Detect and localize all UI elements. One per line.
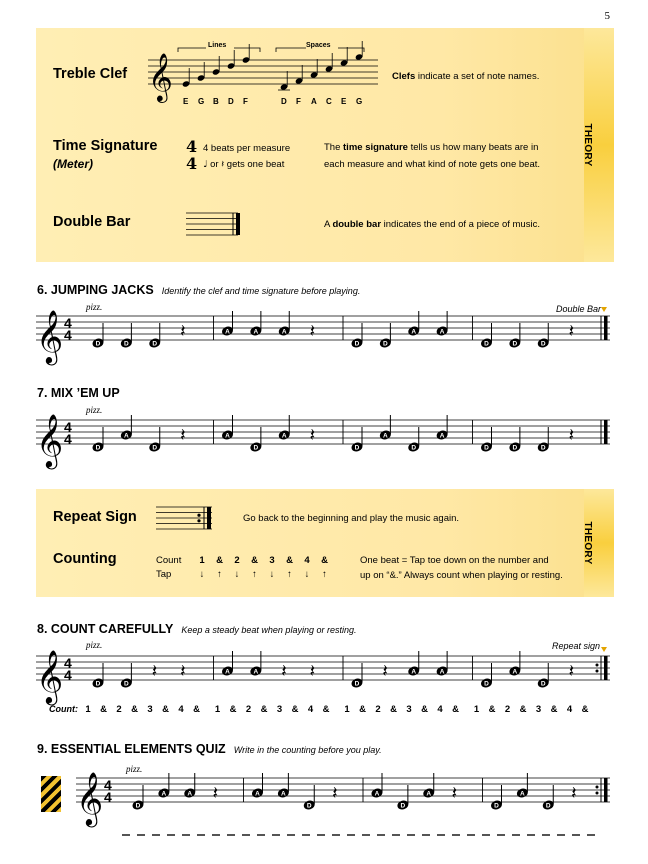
note-d: [480, 663, 493, 689]
count-syllable: 4: [304, 555, 310, 566]
count-syllable: 1: [473, 704, 480, 715]
tap-down-arrow-icon: ↓: [234, 569, 240, 580]
count-syllable: &: [581, 704, 589, 715]
note-d: [148, 323, 161, 349]
note-d: [91, 663, 104, 689]
svg-text:D: D: [135, 802, 141, 810]
quarter-rest: 𝄽: [180, 321, 186, 341]
clef-note-name: B: [213, 97, 219, 106]
theory-tab: [581, 489, 614, 597]
svg-text:D: D: [400, 802, 406, 810]
svg-text:A: A: [281, 790, 286, 798]
quarter-rest: 𝄽: [309, 661, 316, 681]
count-syllable: 1: [344, 704, 350, 715]
spaces-label: Spaces: [306, 42, 331, 49]
svg-text:D: D: [540, 680, 546, 688]
clef-note: [325, 53, 333, 73]
time-signature-top: 4: [64, 315, 72, 331]
quarter-rest: 𝄽: [309, 425, 316, 445]
note-a: [157, 773, 170, 799]
count-syllable: 1: [85, 704, 91, 715]
note-d: [490, 785, 503, 811]
exercise-8-heading: 8. COUNT CAREFULLY Keep a steady beat when playing or resting.: [37, 622, 357, 636]
svg-text:A: A: [520, 790, 525, 798]
clef-note-name: E: [341, 97, 347, 106]
note-a: [251, 773, 264, 799]
count-syllable: &: [162, 704, 169, 715]
note-d: [537, 663, 550, 689]
theory-box-repeat-counting: [36, 489, 614, 597]
exercise-9-heading: 9. ESSENTIAL ELEMENTS QUIZ Write in the counting before you play.: [37, 742, 382, 756]
clef-note-name: A: [311, 97, 317, 106]
svg-text:A: A: [225, 668, 230, 676]
svg-text:A: A: [253, 328, 259, 336]
svg-text:D: D: [540, 444, 546, 452]
note-d: [131, 785, 144, 811]
treble-clef-icon: 𝄞: [76, 772, 104, 824]
note-d: [148, 427, 161, 453]
count-syllable: 3: [147, 704, 153, 715]
note-a: [120, 415, 133, 441]
svg-text:A: A: [374, 790, 380, 798]
exercise-7-heading: 7. MIX ’EM UP: [37, 386, 120, 400]
time-signature-top: 4: [64, 655, 72, 671]
exercise-8-pizz: pizz.: [86, 640, 103, 650]
note-a: [516, 773, 529, 799]
count-syllable: &: [519, 704, 527, 715]
note-a: [249, 311, 262, 337]
repeat-sign-term: Repeat Sign: [53, 509, 137, 525]
count-syllable: 4: [307, 704, 314, 715]
note-d: [480, 323, 493, 349]
end-marker-icon: [601, 307, 607, 312]
end-marker-icon: [601, 647, 607, 652]
svg-text:A: A: [439, 328, 445, 336]
time-signature-top-number: 4: [186, 137, 198, 156]
count-syllable: 2: [234, 555, 240, 566]
exercise-9-pizz: pizz.: [126, 764, 143, 774]
time-signature-top: 4: [64, 419, 72, 435]
treble-clef-icon: 𝄞: [36, 310, 64, 362]
count-syllable: &: [452, 704, 459, 715]
svg-text:D: D: [306, 802, 312, 810]
svg-text:D: D: [95, 680, 101, 688]
count-syllable: 3: [535, 704, 542, 715]
tap-row-label: Tap: [156, 569, 172, 580]
time-signature-top: 4: [104, 777, 112, 793]
counting-term: Counting: [53, 551, 117, 567]
count-syllable: 3: [269, 555, 275, 566]
note-a: [435, 311, 448, 337]
double-bar-description: A double bar indicates the end of a piece of music.: [324, 219, 540, 230]
note-d: [537, 323, 550, 349]
clef-note: [212, 56, 220, 76]
svg-text:D: D: [484, 340, 489, 348]
repeat-sign-description: Go back to the beginning and play the music again.: [243, 513, 460, 524]
time-signature-description: The time signature tells us how many beats are in each measure and what kind of note gets one beat.: [324, 142, 541, 170]
quarter-rest: 𝄽: [568, 425, 575, 445]
svg-text:A: A: [187, 790, 193, 798]
clef-note-name: G: [356, 97, 363, 106]
note-a: [407, 311, 420, 337]
quarter-rest: 𝄽: [151, 661, 158, 681]
exercise-8-staff: [36, 640, 616, 706]
exercise-8-repeat-sign-label: Repeat sign: [552, 641, 601, 651]
note-a: [422, 773, 435, 799]
count-syllable: &: [260, 704, 268, 715]
svg-text:D: D: [124, 680, 129, 688]
clef-note: [242, 44, 250, 64]
count-syllable: &: [421, 704, 428, 715]
clef-note: [310, 59, 318, 79]
clef-note-name: F: [243, 97, 248, 106]
clef-note: [295, 65, 303, 85]
svg-text:D: D: [484, 680, 489, 688]
time-signature-bottom-number: 4: [186, 154, 198, 173]
quarter-rest: 𝄽: [451, 783, 458, 803]
svg-text:D: D: [411, 444, 417, 452]
time-signature-bottom: 4: [64, 327, 72, 343]
treble-clef-icon: 𝄞: [36, 650, 64, 702]
note-a: [407, 651, 420, 677]
note-d: [480, 427, 493, 453]
tap-up-arrow-icon: ↑: [217, 569, 222, 580]
page-number: 5: [604, 10, 610, 22]
quarter-rest: 𝄽: [568, 661, 575, 681]
svg-text:D: D: [512, 444, 518, 452]
clef-note-name: F: [296, 97, 301, 106]
svg-text:A: A: [281, 328, 287, 336]
count-syllable: 1: [199, 555, 205, 566]
repeat-sign: [604, 778, 608, 802]
note-a: [278, 311, 291, 337]
note-d: [508, 427, 521, 453]
tap-down-arrow-icon: ↓: [269, 569, 275, 580]
theory-tab-label: THEORY: [581, 521, 593, 565]
double-bar-term: Double Bar: [53, 214, 131, 230]
time-signature-term: Time Signature: [53, 138, 158, 154]
count-syllable: &: [291, 704, 299, 715]
note-a: [277, 773, 290, 799]
note-d: [542, 785, 555, 811]
svg-text:A: A: [411, 328, 417, 336]
exercise-8-count-label: Count:: [49, 704, 78, 714]
exercise-9-staff: [36, 762, 616, 828]
count-syllable: 4: [178, 704, 184, 715]
svg-text:A: A: [253, 668, 259, 676]
count-syllable: &: [390, 704, 397, 715]
tap-up-arrow-icon: ↑: [252, 569, 257, 580]
clefs-description: Clefs indicate a set of note names.: [392, 71, 540, 82]
note-a: [508, 651, 521, 677]
repeat-sign-diagram: [156, 504, 216, 532]
count-syllable: &: [321, 555, 328, 566]
count-syllable: &: [488, 704, 496, 715]
repeat-sign: [604, 656, 608, 680]
count-syllable: &: [359, 704, 366, 715]
clef-note: [278, 71, 290, 91]
note-d: [120, 663, 133, 689]
count-syllable: &: [229, 704, 237, 715]
quarter-rest: 𝄽: [180, 425, 186, 445]
clef-note-name: D: [281, 97, 287, 106]
quarter-rest: 𝄽: [212, 783, 219, 803]
quarter-rest: 𝄽: [281, 661, 287, 681]
theory-tab: [581, 28, 614, 262]
note-a: [221, 651, 234, 677]
svg-text:A: A: [255, 790, 260, 798]
meter-subterm: (Meter): [53, 157, 94, 171]
treble-clef-icon: 𝄞: [36, 414, 64, 466]
note-d: [396, 785, 409, 811]
exercise-6-staff: [36, 300, 616, 366]
clef-note: [355, 41, 363, 61]
treble-clef-term: Treble Clef: [53, 66, 128, 82]
count-syllable: &: [251, 555, 258, 566]
note-d: [537, 427, 550, 453]
note-a: [221, 311, 234, 337]
svg-text:A: A: [439, 668, 445, 676]
quarter-rest: 𝄽: [180, 661, 186, 681]
svg-text:A: A: [411, 668, 417, 676]
clef-note-name: G: [198, 97, 205, 106]
exercise-6-double-bar-label: Double Bar: [556, 304, 602, 314]
quarter-rest: 𝄽: [332, 783, 338, 803]
note-d: [120, 323, 133, 349]
quarter-rest-icon: 𝄽: [221, 159, 225, 170]
note-a: [278, 415, 291, 441]
clef-note: [182, 68, 190, 88]
double-bar: [604, 316, 608, 340]
svg-text:D: D: [95, 444, 101, 452]
note-d: [303, 785, 316, 811]
count-syllable: 2: [116, 704, 122, 715]
svg-text:D: D: [484, 444, 489, 452]
double-bar-diagram: [186, 211, 244, 237]
svg-text:D: D: [253, 444, 259, 452]
quarter-rest: 𝄽: [382, 661, 388, 681]
note-a: [370, 773, 383, 799]
svg-text:D: D: [152, 340, 158, 348]
tap-down-arrow-icon: ↓: [199, 569, 205, 580]
svg-text:A: A: [225, 328, 230, 336]
lines-label: Lines: [208, 42, 227, 49]
count-syllable: &: [100, 704, 107, 715]
svg-text:A: A: [225, 432, 230, 440]
treble-clef-icon: 𝄞: [148, 53, 173, 100]
note-a: [379, 415, 392, 441]
note-a: [221, 415, 234, 441]
exercise-6-heading: 6. JUMPING JACKS Identify the clef and time signature before playing.: [37, 283, 361, 297]
svg-text:D: D: [95, 340, 101, 348]
note-d: [407, 427, 420, 453]
time-signature-bottom: 4: [64, 667, 72, 683]
note-a: [435, 651, 448, 677]
count-syllable: &: [322, 704, 330, 715]
note-d: [350, 663, 363, 689]
count-syllable: &: [286, 555, 293, 566]
svg-text:A: A: [426, 790, 432, 798]
theory-tab-label: THEORY: [581, 123, 593, 167]
quarter-rest: 𝄽: [571, 783, 577, 803]
count-syllable: 3: [406, 704, 412, 715]
svg-text:D: D: [540, 340, 546, 348]
svg-text:A: A: [383, 432, 388, 440]
svg-text:D: D: [545, 802, 551, 810]
clef-note: [227, 50, 235, 70]
note-d: [379, 323, 392, 349]
note-d: [350, 427, 363, 453]
svg-text:D: D: [124, 340, 129, 348]
note-d: [350, 323, 363, 349]
double-bar: [604, 420, 608, 444]
time-signature-line1: 4 beats per measure: [203, 143, 291, 154]
count-syllable: 4: [566, 704, 573, 715]
svg-text:D: D: [512, 340, 518, 348]
quarter-note-icon: ♩: [203, 159, 208, 170]
count-syllable: &: [193, 704, 200, 715]
svg-text:A: A: [161, 790, 167, 798]
count-syllable: 1: [214, 704, 221, 715]
counting-write-in-lines: [122, 834, 602, 836]
svg-text:A: A: [512, 668, 518, 676]
note-d: [508, 323, 521, 349]
count-syllable: 3: [276, 704, 283, 715]
time-signature-bottom: 4: [104, 789, 112, 805]
note-d: [91, 323, 104, 349]
exercise-6-pizz: pizz.: [86, 302, 103, 312]
clef-note: [340, 47, 348, 67]
note-a: [183, 773, 196, 799]
svg-text:D: D: [354, 340, 360, 348]
time-signature-line2: ♩ or 𝄽 gets one beat: [203, 159, 285, 170]
tap-up-arrow-icon: ↑: [287, 569, 292, 580]
quarter-rest: 𝄽: [568, 321, 575, 341]
theory-box-clef-time-doublebar: [36, 28, 614, 262]
tap-up-arrow-icon: ↑: [322, 569, 327, 580]
counting-description: One beat = Tap toe down on the number and up on “&.” Always count when playing or resting.: [360, 555, 563, 581]
svg-text:D: D: [383, 340, 388, 348]
note-a: [435, 415, 448, 441]
time-signature-bottom: 4: [64, 431, 72, 447]
count-syllable: 2: [245, 704, 252, 715]
count-syllable: &: [131, 704, 138, 715]
exercise-7-pizz: pizz.: [86, 405, 103, 415]
svg-text:D: D: [354, 680, 360, 688]
clef-note-name: D: [228, 97, 234, 106]
exercise-7-staff: [36, 404, 616, 470]
svg-text:A: A: [439, 432, 445, 440]
note-a: [249, 651, 262, 677]
count-syllable: 2: [504, 704, 511, 715]
svg-text:A: A: [281, 432, 287, 440]
svg-text:A: A: [124, 432, 129, 440]
clef-note: [197, 62, 205, 82]
svg-text:D: D: [494, 802, 499, 810]
note-d: [91, 427, 104, 453]
clef-note-name: C: [326, 97, 332, 106]
clef-note-name: E: [183, 97, 189, 106]
count-syllable: 2: [375, 704, 381, 715]
count-syllable: 4: [437, 704, 443, 715]
quarter-rest: 𝄽: [309, 321, 316, 341]
note-d: [249, 427, 262, 453]
count-syllable: &: [216, 555, 223, 566]
count-syllable: &: [550, 704, 558, 715]
tap-down-arrow-icon: ↓: [304, 569, 310, 580]
count-row-label: Count: [156, 555, 182, 566]
svg-text:D: D: [152, 444, 158, 452]
svg-text:D: D: [354, 444, 360, 452]
